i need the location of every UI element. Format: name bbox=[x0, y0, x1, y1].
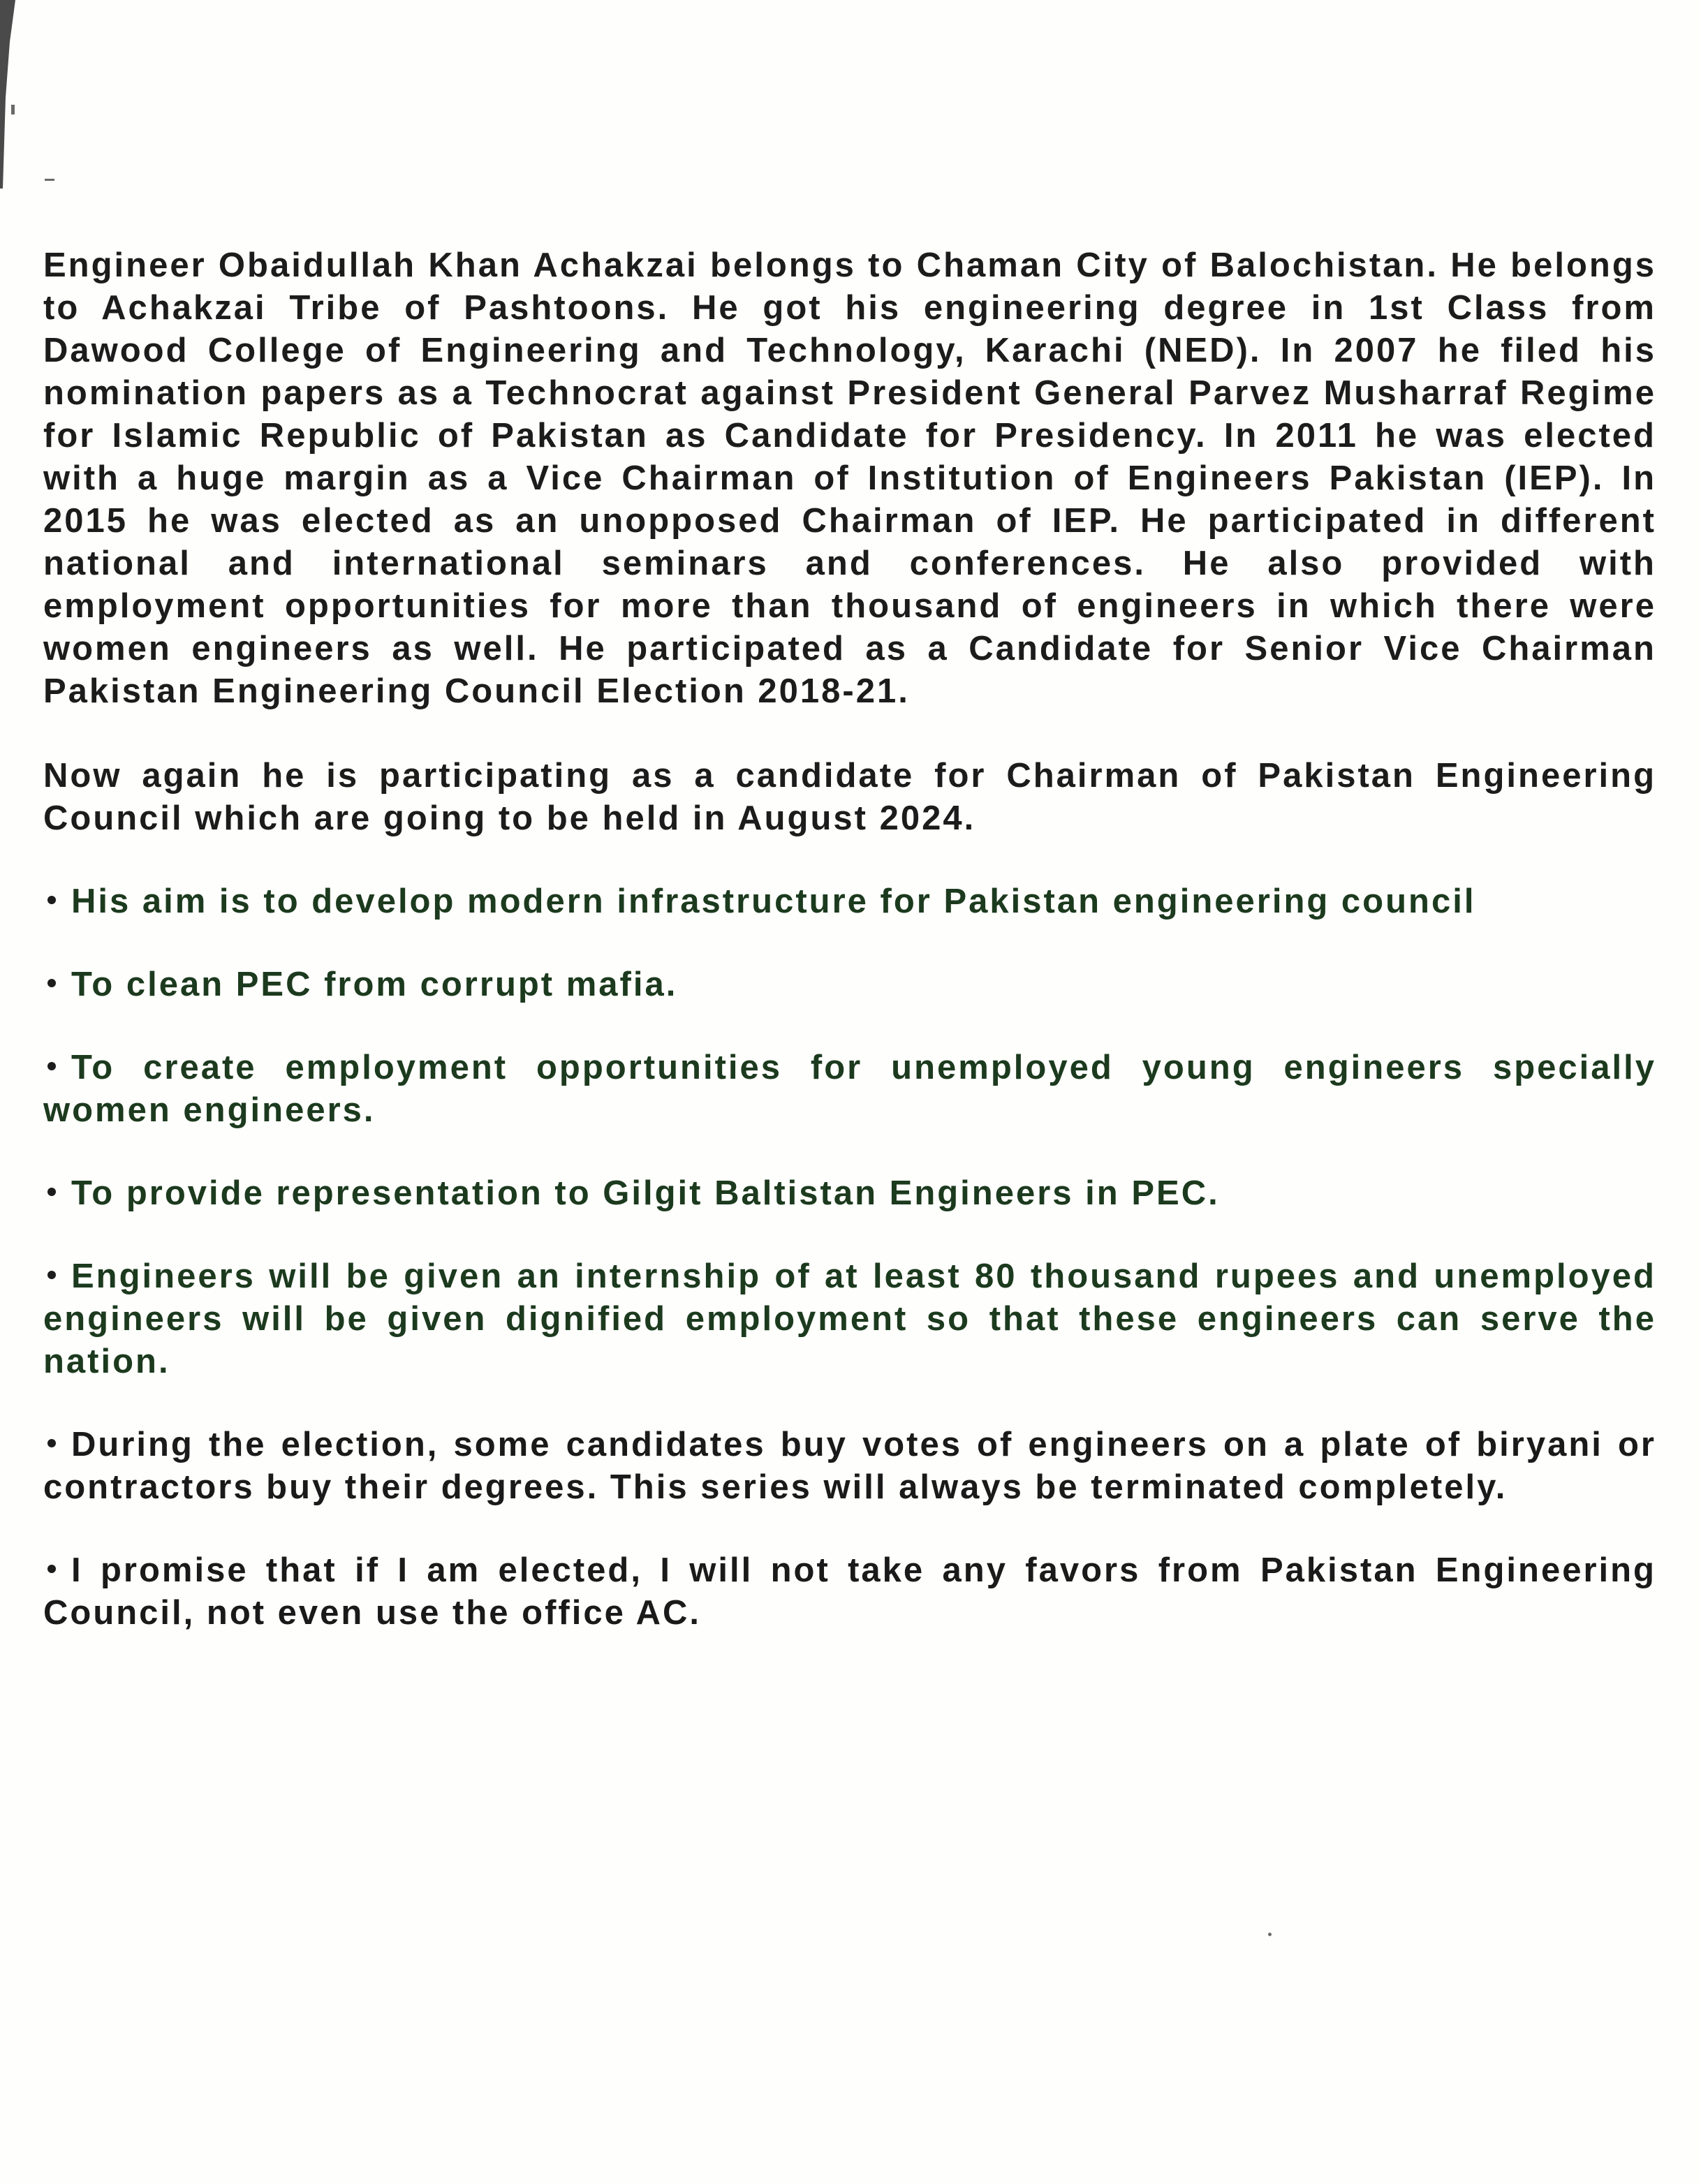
list-item bbox=[43, 964, 1656, 1006]
list-item-text: Engineers will be given an internship of at least 80 thousand rupees and unemployed engineers will be given dignified employment so that these engineers can serve the nation. bbox=[43, 1257, 1656, 1380]
list-item-text: To clean PEC from corrupt mafia. bbox=[71, 966, 678, 1003]
list-item bbox=[43, 1424, 1656, 1509]
bullet-icon bbox=[47, 1439, 56, 1447]
bullet-icon bbox=[47, 1565, 56, 1573]
list-item bbox=[43, 1172, 1656, 1215]
list-item bbox=[43, 1255, 1656, 1383]
bullet-icon bbox=[47, 1271, 56, 1279]
list-item bbox=[43, 1549, 1656, 1635]
scan-edge-shadow bbox=[0, 0, 28, 189]
list-item-text: During the election, some candidates buy votes of engineers on a plate of biryani or contractors buy their degrees. This series will always be terminated completely. bbox=[43, 1426, 1656, 1506]
bullet-icon bbox=[47, 979, 56, 987]
list-item bbox=[43, 880, 1656, 923]
list-item bbox=[43, 1047, 1656, 1132]
list-item-text: To provide representation to Gilgit Baltistan Engineers in PEC. bbox=[71, 1174, 1220, 1212]
stray-mark bbox=[45, 179, 54, 181]
candidacy-paragraph: Now again he is participating as a candidate for Chairman of Pakistan Engineering Council which are going to be held in August 2024. bbox=[43, 757, 1656, 837]
bullet-icon bbox=[47, 1062, 56, 1070]
list-item-text: I promise that if I am elected, I will not take any favors from Pakistan Engineering Council, not even use the office AC. bbox=[43, 1551, 1656, 1632]
document-body bbox=[43, 244, 1656, 1675]
bullet-icon bbox=[47, 896, 56, 904]
aims-list bbox=[43, 880, 1656, 1635]
list-item-text: His aim is to develop modern infrastructure for Pakistan engineering council bbox=[71, 883, 1476, 920]
list-item-text: To create employment opportunities for unemployed young engineers specially women engineers. bbox=[43, 1049, 1656, 1129]
stray-mark bbox=[11, 105, 15, 115]
intro-paragraph: Engineer Obaidullah Khan Achakzai belongs to Chaman City of Balochistan. He belongs to Achakzai Tribe of Pashtoons. He got his engineering degree in 1st Class from Dawood College of Engineering and Technology, Karachi (NED). In 2007 he filed his nomination papers as a Technocrat against President General Parvez Musharraf Regime for Islamic Republic of Pakistan as Candidate for Presidency. In 2011 he was elected with a huge margin as a Vice Chairman of Institution of Engineers Pakistan (IEP). In 2015 he was elected as an unopposed Chairman of IEP. He participated in different national and international seminars and conferences. He also provided with employment opportunities for more than thousand of engineers in which there were women engineers as well. He participated as a Candidate for Senior Vice Chairman Pakistan Engineering Council Election 2018-21. bbox=[43, 246, 1656, 710]
bullet-icon bbox=[47, 1188, 56, 1196]
stray-mark bbox=[1268, 1933, 1272, 1936]
